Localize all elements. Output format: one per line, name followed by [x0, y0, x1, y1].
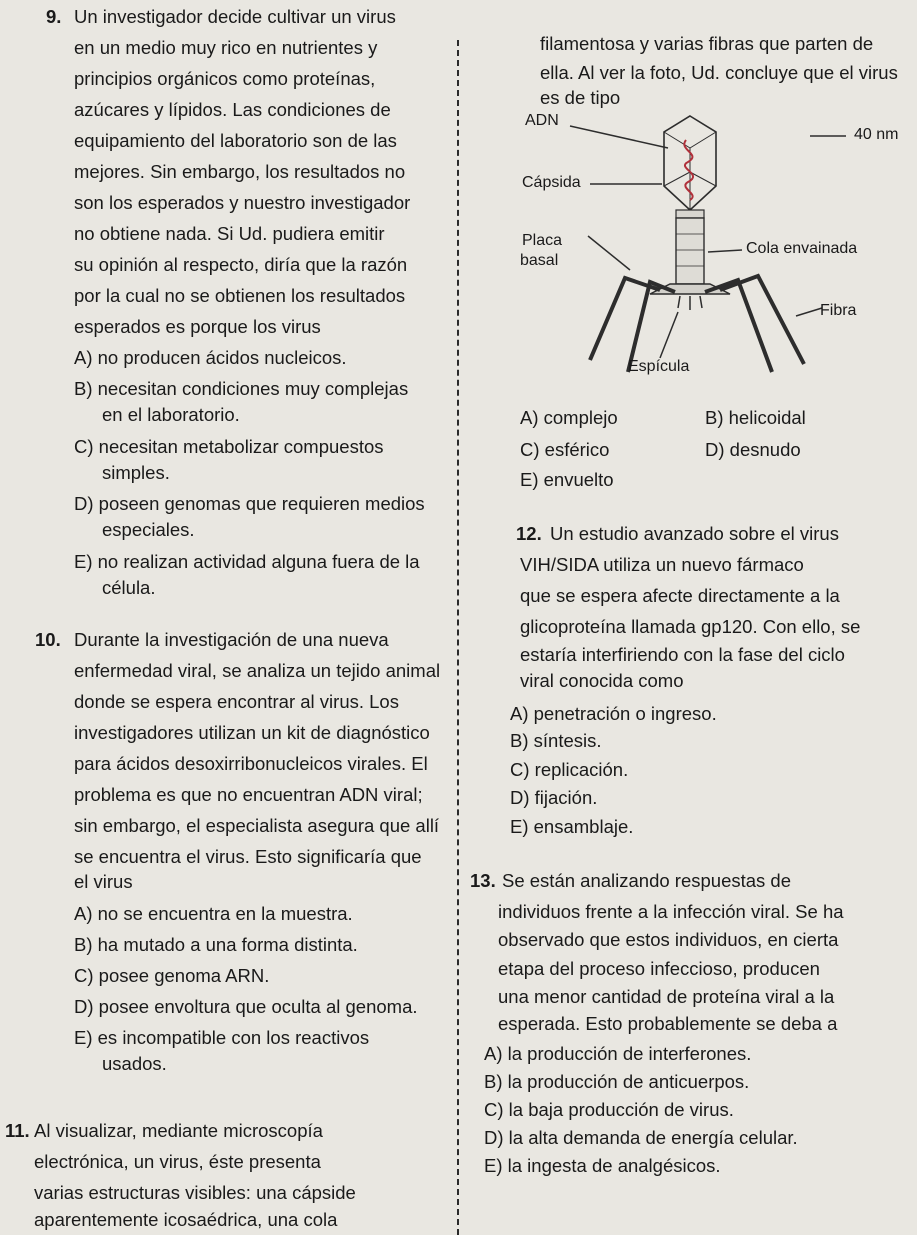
option-c[interactable]: C) necesitan metabolizar compuestos [74, 436, 384, 457]
label-basal: basal [520, 252, 559, 269]
option-a[interactable]: A) complejo [520, 407, 618, 428]
question-text-line: que se espera afecte directamente a la [520, 585, 840, 606]
option-c[interactable]: C) posee genoma ARN. [74, 965, 270, 986]
option-d[interactable]: D) fijación. [510, 787, 598, 808]
question-text-line: en un medio muy rico en nutrientes y [74, 37, 378, 58]
tail-fiber [720, 276, 804, 364]
label-cola: Cola envainada [746, 240, 858, 257]
question-number: 12. [516, 523, 542, 544]
question-text-line: principios orgánicos como proteínas, [74, 68, 376, 89]
question-text-line: donde se espera encontrar al virus. Los [74, 691, 399, 712]
question-text-line: glicoproteína llamada gp120. Con ello, se [520, 616, 861, 637]
question-text-line: sin embargo, el especialista asegura que allí [74, 815, 440, 836]
question-text-line: aparentemente icosaédrica, una cola [34, 1209, 338, 1230]
question-text-line: Al visualizar, mediante microscopía [34, 1120, 323, 1141]
question-text-line: para ácidos desoxirribonucleicos virales. El [74, 753, 428, 774]
question-text-line: se encuentra el virus. Esto significaría que [74, 846, 422, 867]
option-e-continued: usados. [102, 1053, 167, 1074]
question-text-line: esperados es porque los virus [74, 316, 321, 337]
option-e[interactable]: E) ensamblaje. [510, 816, 634, 837]
question-text-line: azúcares y lípidos. Las condiciones de [74, 99, 391, 120]
option-d[interactable]: D) poseen genomas que requieren medios [74, 493, 425, 514]
question-text-line: etapa del proceso infeccioso, producen [498, 958, 820, 979]
question-text-line: por la cual no se obtienen los resultados [74, 285, 406, 306]
question-number: 9. [46, 6, 62, 27]
column-divider [457, 40, 459, 1235]
option-c[interactable]: C) la baja producción de virus. [484, 1099, 734, 1120]
question-text-line: el virus [74, 871, 133, 892]
option-d[interactable]: D) desnudo [705, 439, 801, 460]
option-b[interactable]: B) helicoidal [705, 407, 806, 428]
option-c-continued: simples. [102, 462, 170, 483]
option-e[interactable]: E) es incompatible con los reactivos [74, 1027, 370, 1048]
label-espicula: Espícula [628, 358, 690, 375]
option-e[interactable]: E) envuelto [520, 469, 614, 490]
question-text-line: una menor cantidad de proteína viral a la [498, 986, 835, 1007]
question-text-line: investigadores utilizan un kit de diagnóstico [74, 722, 430, 743]
option-d-continued: especiales. [102, 519, 195, 540]
question-text-line: es de tipo [540, 87, 621, 108]
option-b[interactable]: B) necesitan condiciones muy complejas [74, 378, 409, 399]
label-placa: Placa [522, 232, 563, 249]
question-text-line: filamentosa y varias fibras que parten de [540, 33, 874, 54]
label-scale: 40 nm [854, 126, 899, 143]
question-text-line: observado que estos individuos, en cierta [498, 929, 839, 950]
label-capsida: Cápsida [522, 174, 581, 191]
option-e[interactable]: E) la ingesta de analgésicos. [484, 1155, 721, 1176]
question-number: 11. [5, 1120, 30, 1141]
label-adn: ADN [525, 112, 559, 129]
question-text-line: Durante la investigación de una nueva [74, 629, 389, 650]
question-text-line: mejores. Sin embargo, los resultados no [74, 161, 406, 182]
option-a[interactable]: A) la producción de interferones. [484, 1043, 752, 1064]
question-text-line: individuos frente a la infección viral. Se ha [498, 901, 844, 922]
option-b[interactable]: B) ha mutado a una forma distinta. [74, 934, 358, 955]
question-text-line: electrónica, un virus, éste presenta [34, 1151, 321, 1172]
option-d[interactable]: D) posee envoltura que oculta al genoma. [74, 996, 418, 1017]
question-text-line: viral conocida como [520, 670, 684, 691]
question-text-line: Un investigador decide cultivar un virus [74, 6, 396, 27]
question-number: 13. [470, 870, 496, 891]
question-text-line: no obtiene nada. Si Ud. pudiera emitir [74, 223, 385, 244]
option-a[interactable]: A) penetración o ingreso. [510, 703, 717, 724]
option-b-continued: en el laboratorio. [102, 404, 240, 425]
option-a[interactable]: A) no se encuentra en la muestra. [74, 903, 353, 924]
spike [678, 296, 680, 308]
question-text-line: varias estructuras visibles: una cápside [34, 1182, 356, 1203]
option-b[interactable]: B) la producción de anticuerpos. [484, 1071, 750, 1092]
bacteriophage-figure [510, 110, 910, 400]
question-text-line: su opinión al respecto, diría que la razón [74, 254, 408, 275]
question-text-line: estaría interfiriendo con la fase del ciclo [520, 644, 845, 665]
option-a[interactable]: A) no producen ácidos nucleicos. [74, 347, 347, 368]
question-text-line: VIH/SIDA utiliza un nuevo fármaco [520, 554, 804, 575]
question-text-line: problema es que no encuentran ADN viral; [74, 784, 423, 805]
question-text-line: ella. Al ver la foto, Ud. concluye que el virus [540, 62, 898, 83]
question-text-line: Se están analizando respuestas de [502, 870, 792, 891]
option-e[interactable]: E) no realizan actividad alguna fuera de la [74, 551, 420, 572]
question-text-line: equipamiento del laboratorio son de las [74, 130, 397, 151]
option-d[interactable]: D) la alta demanda de energía celular. [484, 1127, 798, 1148]
option-c[interactable]: C) esférico [520, 439, 610, 460]
question-text-line: Un estudio avanzado sobre el virus [550, 523, 839, 544]
question-text-line: son los esperados y nuestro investigador [74, 192, 411, 213]
option-c[interactable]: C) replicación. [510, 759, 629, 780]
label-fibra: Fibra [820, 302, 857, 319]
dna-strand [684, 140, 693, 200]
question-number: 10. [35, 629, 61, 650]
option-b[interactable]: B) síntesis. [510, 730, 602, 751]
tail-sheath [676, 218, 704, 284]
option-e-continued: célula. [102, 577, 156, 598]
question-text-line: esperada. Esto probablemente se deba a [498, 1013, 838, 1034]
question-text-line: enfermedad viral, se analiza un tejido animal [74, 660, 441, 681]
spike [700, 296, 702, 308]
